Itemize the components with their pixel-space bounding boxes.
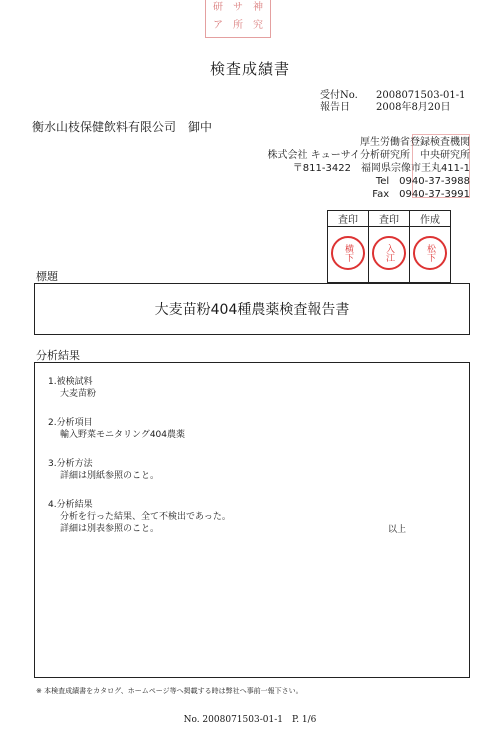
results-label: 分析結果 bbox=[36, 349, 80, 362]
item-body: 詳細は別表参照のこと。 bbox=[60, 524, 160, 534]
result-item bbox=[48, 499, 231, 535]
issuer-fax: Fax 0940-37-3991 bbox=[372, 189, 470, 200]
issuer-address: 〒811-3422 福岡県宗像市王丸411-1 bbox=[292, 163, 470, 174]
hanko-seal: 松下 bbox=[413, 236, 447, 270]
stamp-cell bbox=[369, 227, 410, 283]
seal-char: 研 bbox=[213, 2, 223, 13]
receipt-number: 2008071503-01-1 bbox=[376, 90, 466, 101]
item-body: 詳細は別紙参照のこと。 bbox=[60, 471, 160, 481]
item-body: 輸入野菜モニタリング404農薬 bbox=[60, 430, 185, 440]
seal-char: 所 bbox=[233, 19, 243, 31]
hanko-seal: 横下 bbox=[331, 236, 365, 270]
seal-char: ア bbox=[213, 19, 223, 31]
stamp-header: 査印 bbox=[369, 211, 410, 227]
stamp-cell bbox=[328, 227, 369, 283]
issuer-line: 株式会社 キューサイ分析研究所 中央研究所 bbox=[267, 150, 470, 161]
seal-char: 神 bbox=[253, 2, 263, 13]
stamp-header: 査印 bbox=[328, 211, 369, 227]
page-footer: No. 2008071503-01-1 P. 1/6 bbox=[183, 715, 317, 725]
stamp-cell bbox=[410, 227, 451, 283]
subject-label: 標題 bbox=[36, 270, 58, 283]
receipt-info bbox=[320, 90, 465, 114]
end-mark: 以上 bbox=[388, 525, 407, 535]
top-corner-seal bbox=[205, 0, 271, 38]
footnote: ※ 本検査成績書をカタログ、ホームページ等へ掲載する時は弊社へ事前一報下さい。 bbox=[36, 687, 303, 695]
report-date-label: 報告日 bbox=[320, 102, 350, 113]
result-item bbox=[48, 458, 231, 482]
item-body: 分析を行った結果、全て不検出であった。 bbox=[60, 512, 231, 522]
issuer-tel: Tel 0940-37-3988 bbox=[375, 176, 470, 187]
result-item bbox=[48, 376, 231, 400]
issuer-line: 厚生労働省登録検査機関 bbox=[360, 137, 470, 148]
issuer-block bbox=[268, 136, 470, 201]
recipient: 衡水山枝保健飲料有限公司 御中 bbox=[32, 120, 213, 134]
hanko-seal: 入江 bbox=[372, 236, 406, 270]
report-date: 2008年8月20日 bbox=[376, 102, 451, 113]
receipt-label: 受付No. bbox=[320, 90, 358, 101]
stamp-header: 作成 bbox=[410, 211, 451, 227]
approval-stamp-table bbox=[327, 210, 451, 283]
subject-box bbox=[34, 283, 470, 335]
item-heading: 3.分析方法 bbox=[48, 459, 93, 469]
seal-char: サ bbox=[233, 2, 243, 13]
results-list bbox=[48, 376, 231, 552]
item-heading: 1.被検試料 bbox=[48, 377, 93, 387]
item-heading: 2.分析項目 bbox=[48, 418, 93, 428]
item-heading: 4.分析結果 bbox=[48, 500, 93, 510]
item-body: 大麦苗粉 bbox=[60, 389, 97, 399]
result-item bbox=[48, 417, 231, 441]
subject-text: 大麦苗粉404種農薬検査報告書 bbox=[154, 302, 350, 318]
document-title: 検査成績書 bbox=[209, 60, 290, 78]
seal-char: 究 bbox=[253, 19, 263, 31]
